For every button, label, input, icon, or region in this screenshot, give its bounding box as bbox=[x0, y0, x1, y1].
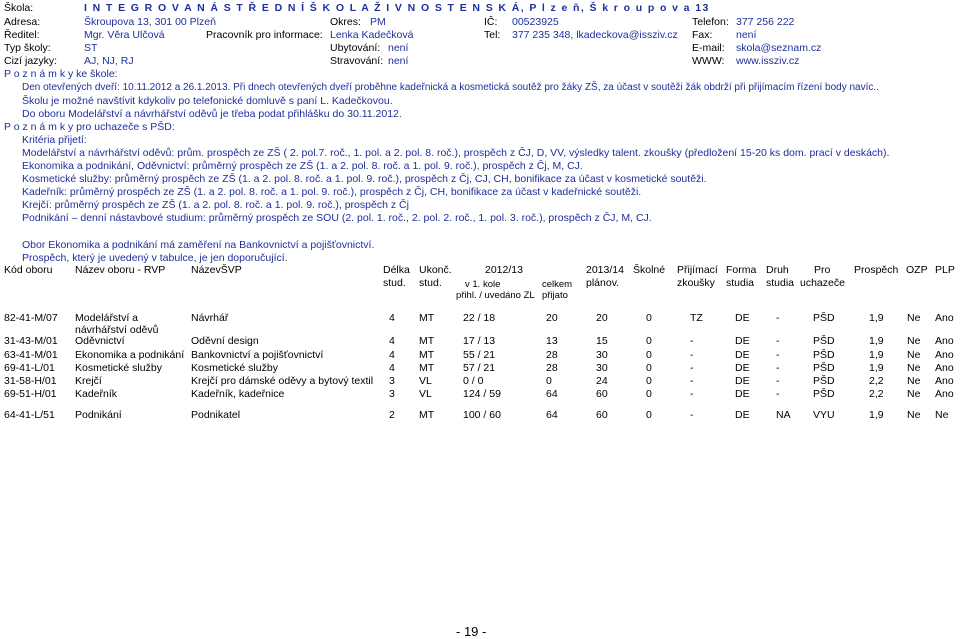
table-cell-name: Podnikání bbox=[75, 409, 122, 421]
note-visit: Školu je možné navštívit kdykoliv po telefonické domluvě s paní L. Kadečkovou. bbox=[22, 95, 393, 107]
www-label: WWW: bbox=[692, 55, 725, 67]
criteria-line: Kosmetické služby: průměrný prospěch ze ZŠ (1. a 2. pol. 8. roč. a 1. pol. 9. roč.), prospěch z Čj, CJ, CH, bonifikace za účast v kosmetické soutěži. bbox=[22, 173, 707, 185]
table-cell-grade: 2,2 bbox=[869, 375, 884, 387]
col-header-year-1213: 2012/13 bbox=[485, 264, 523, 276]
type-value: ST bbox=[84, 42, 98, 54]
table-cell-planned: 60 bbox=[596, 388, 608, 400]
table-cell-admitted: 28 bbox=[546, 349, 558, 361]
tel-value: 377 235 348, lkadeckova@issziv.cz bbox=[512, 29, 678, 41]
table-cell-grade: 1,9 bbox=[869, 312, 884, 324]
table-cell-for: PŠD bbox=[813, 312, 835, 324]
table-cell-plp: Ano bbox=[935, 388, 954, 400]
school-label: Škola: bbox=[4, 2, 34, 14]
table-cell-ozp: Ne bbox=[907, 409, 921, 421]
table-cell-ozp: Ne bbox=[907, 362, 921, 374]
col-header-for: Pro bbox=[814, 264, 831, 276]
contact-value: Lenka Kadečková bbox=[330, 29, 414, 41]
phone-value: 377 256 222 bbox=[736, 16, 795, 28]
table-cell-grade: 1,9 bbox=[869, 335, 884, 347]
table-cell-tuition: 0 bbox=[646, 335, 652, 347]
address-label: Adresa: bbox=[4, 16, 41, 28]
table-cell-exam: - bbox=[690, 409, 694, 421]
col-header-exam-2: zkoušky bbox=[677, 277, 715, 289]
table-cell-form: DE bbox=[735, 312, 750, 324]
table-cell-length: 3 bbox=[389, 375, 395, 387]
fax-label: Fax: bbox=[692, 29, 713, 41]
col-header-name-svp: NázevŠVP bbox=[191, 264, 242, 276]
address-value: Škroupova 13, 301 00 Plzeň bbox=[84, 16, 216, 28]
table-cell-applications: 55 / 21 bbox=[463, 349, 496, 361]
table-cell-length: 4 bbox=[389, 312, 395, 324]
table-cell-completion: MT bbox=[419, 362, 435, 374]
table-cell-exam: TZ bbox=[690, 312, 703, 324]
table-cell-length: 3 bbox=[389, 388, 395, 400]
table-cell-kind: - bbox=[776, 388, 780, 400]
page-number: - 19 - bbox=[456, 624, 487, 639]
table-cell-name-svp: Kadeřník, kadeřnice bbox=[191, 388, 285, 400]
table-cell-grade: 1,9 bbox=[869, 362, 884, 374]
table-cell-code: 31-58-H/01 bbox=[4, 375, 57, 387]
table-cell-form: DE bbox=[735, 388, 750, 400]
col-header-length-2: stud. bbox=[383, 277, 406, 289]
criteria-line: Ekonomika a podnikání, Oděvnictví: průměrný prospěch ze ZŠ (1. a 2. pol. 8. roč. a 1. pol. 9. roč.), prospěch z Čj, M, CJ. bbox=[22, 160, 583, 172]
table-cell-length: 4 bbox=[389, 335, 395, 347]
table-cell-code: 69-51-H/01 bbox=[4, 388, 57, 400]
table-cell-code: 64-41-L/51 bbox=[4, 409, 55, 421]
table-cell-for: PŠD bbox=[813, 375, 835, 387]
table-cell-tuition: 0 bbox=[646, 388, 652, 400]
table-cell-admitted: 64 bbox=[546, 409, 558, 421]
table-cell-applications: 124 / 59 bbox=[463, 388, 501, 400]
col-header-applicants: uchazeče bbox=[800, 277, 845, 289]
table-cell-admitted: 0 bbox=[546, 375, 552, 387]
col-header-form-2: studia bbox=[726, 277, 755, 289]
table-cell-grade: 1,9 bbox=[869, 349, 884, 361]
table-cell-length: 2 bbox=[389, 409, 395, 421]
director-value: Mgr. Věra Ulčová bbox=[84, 29, 165, 41]
table-cell-admitted: 28 bbox=[546, 362, 558, 374]
type-label: Typ školy: bbox=[4, 42, 51, 54]
note-open-day: Den otevřených dveří: 10.11.2012 a 26.1.2013. Při dnech otevřených dveří proběhne kadeřnická a kosmetická soutěž pro žáky ZŠ, za účast v soutěži žák obdrží při přijímacím řízení body navíc.. bbox=[22, 82, 879, 93]
col-header-planned: plánov. bbox=[586, 277, 620, 289]
table-cell-for: VYU bbox=[813, 409, 835, 421]
table-cell-length: 4 bbox=[389, 362, 395, 374]
table-cell-name: Modelářství a bbox=[75, 312, 139, 324]
table-cell-applications: 100 / 60 bbox=[463, 409, 501, 421]
criteria-title: Kritéria přijetí: bbox=[22, 134, 87, 146]
table-cell-ozp: Ne bbox=[907, 312, 921, 324]
table-cell-name: Kadeřník bbox=[75, 388, 118, 400]
col-header-first-round: v 1. kole bbox=[465, 279, 501, 290]
table-cell-exam: - bbox=[690, 335, 694, 347]
table-cell-form: DE bbox=[735, 375, 750, 387]
col-header-grade: Prospěch bbox=[854, 264, 899, 276]
table-cell-code: 31-43-M/01 bbox=[4, 335, 58, 347]
col-header-kind: Druh bbox=[766, 264, 789, 276]
criteria-line: Podnikání – denní nástavbové studium: průměrný prospěch ze SOU (2. pol. 1. roč., 2. pol. 2. roč., 1. pol. 3. roč.), prospěch z ČJ, M, CJ. bbox=[22, 212, 652, 224]
table-cell-name-svp: Bankovnictví a pojišťovnictví bbox=[191, 349, 324, 361]
www-value: www.issziv.cz bbox=[736, 55, 800, 67]
table-cell-ozp: Ne bbox=[907, 335, 921, 347]
food-label: Stravování: bbox=[330, 55, 384, 67]
table-cell-planned: 20 bbox=[596, 312, 608, 324]
note-recommended: Prospěch, který je uvedený v tabulce, je jen doporučující. bbox=[22, 252, 288, 264]
table-cell-form: DE bbox=[735, 335, 750, 347]
food-value: není bbox=[388, 55, 409, 67]
contact-label: Pracovník pro informace: bbox=[206, 29, 323, 41]
table-cell-exam: - bbox=[690, 362, 694, 374]
table-cell-code: 69-41-L/01 bbox=[4, 362, 55, 374]
table-cell-tuition: 0 bbox=[646, 349, 652, 361]
table-cell-admitted: 20 bbox=[546, 312, 558, 324]
table-cell-kind: - bbox=[776, 335, 780, 347]
email-label: E-mail: bbox=[692, 42, 725, 54]
table-cell-kind: - bbox=[776, 349, 780, 361]
table-cell-ozp: Ne bbox=[907, 388, 921, 400]
table-cell-plp: Ano bbox=[935, 335, 954, 347]
tel-label: Tel: bbox=[484, 29, 501, 41]
col-header-code: Kód oboru bbox=[4, 264, 53, 276]
table-cell-completion: VL bbox=[419, 388, 432, 400]
table-cell-completion: MT bbox=[419, 312, 435, 324]
school-name: I N T E G R O V A N Á S T Ř E D N Í Š K O L A Ž I V N O S T E N S K Á, P l z e ň, Š k r o u p o v a 13 bbox=[84, 2, 710, 14]
col-header-completion: Ukonč. bbox=[419, 264, 452, 276]
table-cell-planned: 30 bbox=[596, 362, 608, 374]
table-cell-for: PŠD bbox=[813, 362, 835, 374]
col-header-total: celkem bbox=[542, 279, 573, 290]
table-cell-length: 4 bbox=[389, 349, 395, 361]
col-header-admitted: přijato bbox=[542, 290, 568, 301]
table-cell-kind: - bbox=[776, 362, 780, 374]
table-cell-for: PŠD bbox=[813, 388, 835, 400]
table-cell-kind: - bbox=[776, 312, 780, 324]
table-cell-planned: 24 bbox=[596, 375, 608, 387]
table-cell-plp: Ano bbox=[935, 312, 954, 324]
table-cell-name: Krejčí bbox=[75, 375, 102, 387]
table-cell-name-svp: Podnikatel bbox=[191, 409, 241, 421]
table-cell-grade: 2,2 bbox=[869, 388, 884, 400]
table-cell-plp: Ano bbox=[935, 375, 954, 387]
col-header-year-1314: 2013/14 bbox=[586, 264, 624, 276]
criteria-line: Kadeřník: průměrný prospěch ze ZŠ (1. a 2. pol. 8. roč. a 1. pol. 9. roč.), prospěch z Čj, CH, bonifikace za účast v kadeřnické soutěži. bbox=[22, 186, 642, 198]
lang-label: Cizí jazyky: bbox=[4, 55, 58, 67]
director-label: Ředitel: bbox=[4, 29, 40, 41]
table-cell-name: Kosmetické služby bbox=[75, 362, 162, 374]
table-cell-form: DE bbox=[735, 362, 750, 374]
table-cell-ozp: Ne bbox=[907, 375, 921, 387]
ic-value: 00523925 bbox=[512, 16, 559, 28]
table-cell-grade: 1,9 bbox=[869, 409, 884, 421]
table-cell-completion: MT bbox=[419, 349, 435, 361]
table-cell-completion: MT bbox=[419, 409, 435, 421]
table-cell-applications: 22 / 18 bbox=[463, 312, 496, 324]
phone-label: Telefon: bbox=[692, 16, 729, 28]
col-header-length: Délka bbox=[383, 264, 410, 276]
table-cell-name-svp: Návrhář bbox=[191, 312, 229, 324]
table-cell-name-svp: Krejčí pro dámské oděvy a bytový textil bbox=[191, 375, 374, 387]
table-cell-applications: 17 / 13 bbox=[463, 335, 496, 347]
table-cell-tuition: 0 bbox=[646, 375, 652, 387]
table-cell-completion: VL bbox=[419, 375, 432, 387]
table-cell-exam: - bbox=[690, 349, 694, 361]
table-cell-form: DE bbox=[735, 409, 750, 421]
table-cell-tuition: 0 bbox=[646, 312, 652, 324]
school-notes-label: P o z n á m k y ke škole: bbox=[4, 68, 118, 80]
table-cell-exam: - bbox=[690, 375, 694, 387]
note-banking: Obor Ekonomika a podnikání má zaměření na Bankovnictví a pojišťovnictví. bbox=[22, 239, 375, 251]
ic-label: IČ: bbox=[484, 16, 498, 28]
housing-label: Ubytování: bbox=[330, 42, 381, 54]
applicants-notes-label: P o z n á m k y pro uchazeče s PŠD: bbox=[4, 121, 175, 133]
col-header-completion-2: stud. bbox=[419, 277, 442, 289]
table-cell-planned: 15 bbox=[596, 335, 608, 347]
table-cell-tuition: 0 bbox=[646, 362, 652, 374]
table-cell-code: 63-41-M/01 bbox=[4, 349, 58, 361]
table-cell-plp: Ne bbox=[935, 409, 949, 421]
col-header-kind-2: studia bbox=[766, 277, 795, 289]
table-cell-for: PŠD bbox=[813, 335, 835, 347]
table-cell-ozp: Ne bbox=[907, 349, 921, 361]
table-cell-plp: Ano bbox=[935, 362, 954, 374]
col-header-exam: Přijímací bbox=[677, 264, 718, 276]
note-deadline: Do oboru Modelářství a návrhářství oděvů je třeba podat přihlášku do 30.11.2012. bbox=[22, 108, 402, 120]
col-header-name: Název oboru - RVP bbox=[75, 264, 166, 276]
fax-value: není bbox=[736, 29, 757, 41]
lang-value: AJ, NJ, RJ bbox=[84, 55, 134, 67]
table-cell-planned: 60 bbox=[596, 409, 608, 421]
table-cell-admitted: 13 bbox=[546, 335, 558, 347]
table-cell-plp: Ano bbox=[935, 349, 954, 361]
criteria-line: Modelářství a návrhářství oděvů: prům. prospěch ze ZŠ ( 2. pol.7. roč., 1. pol. a 2. pol. 8. roč.), prospěch z ČJ, D, VV, výsledky talent. zkoušky (předložení 15-20 ks dom. prací v deskách). bbox=[22, 147, 890, 159]
district-value: PM bbox=[370, 16, 386, 28]
table-cell-code: 82-41-M/07 bbox=[4, 312, 58, 324]
housing-value: není bbox=[388, 42, 409, 54]
district-label: Okres: bbox=[330, 16, 361, 28]
table-cell-form: DE bbox=[735, 349, 750, 361]
email-value: skola@seznam.cz bbox=[736, 42, 822, 54]
table-cell-exam: - bbox=[690, 388, 694, 400]
table-cell-for: PŠD bbox=[813, 349, 835, 361]
col-header-ozp: OZP bbox=[906, 264, 928, 276]
table-cell-kind: - bbox=[776, 375, 780, 387]
col-header-tuition: Školné bbox=[633, 264, 666, 276]
table-cell-name-svp: Kosmetické služby bbox=[191, 362, 278, 374]
criteria-line: Krejčí: průměrný prospěch ze ZŠ (1. a 2. pol. 8. roč. a 1. pol. 9. roč.), prospěch z Čj bbox=[22, 199, 409, 211]
table-cell-applications: 57 / 21 bbox=[463, 362, 496, 374]
col-header-plp: PLP bbox=[935, 264, 955, 276]
table-cell-name-svp: Oděvní design bbox=[191, 335, 259, 347]
table-cell-name: Ekonomika a podnikání bbox=[75, 349, 185, 361]
table-cell-name-cont: návrhářství oděvů bbox=[75, 324, 159, 336]
table-cell-kind: NA bbox=[776, 409, 791, 421]
table-cell-name: Oděvnictví bbox=[75, 335, 125, 347]
table-cell-applications: 0 / 0 bbox=[463, 375, 484, 387]
table-cell-tuition: 0 bbox=[646, 409, 652, 421]
table-cell-admitted: 64 bbox=[546, 388, 558, 400]
col-header-form: Forma bbox=[726, 264, 757, 276]
table-cell-planned: 30 bbox=[596, 349, 608, 361]
table-cell-completion: MT bbox=[419, 335, 435, 347]
col-header-applications: přihl. / uvedáno ZL bbox=[456, 290, 535, 301]
